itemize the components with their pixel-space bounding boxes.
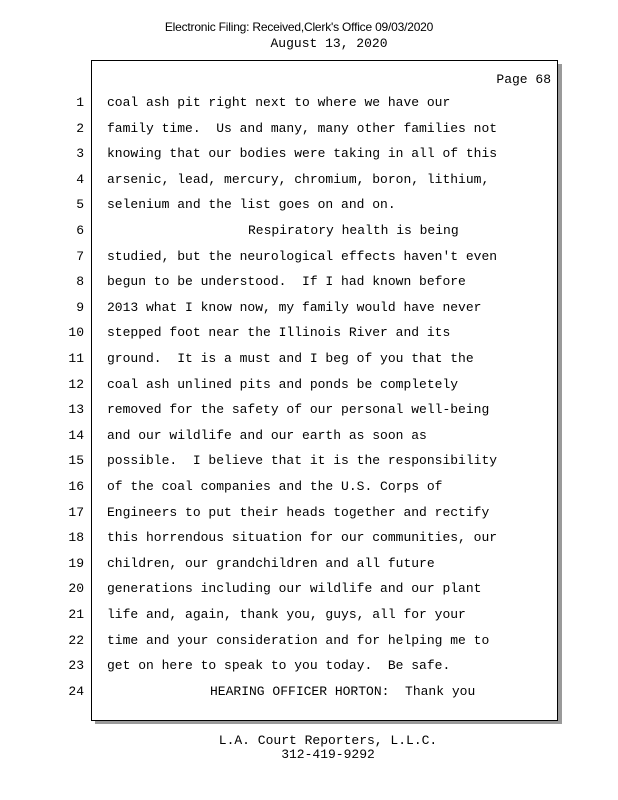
transcript-line	[0, 170, 560, 190]
line-number: 24	[68, 683, 84, 699]
transcript-line	[0, 400, 560, 420]
line-number: 14	[68, 427, 84, 443]
line-text: children, our grandchildren and all future	[107, 555, 435, 571]
court-reporter-phone: 312-419-9292	[281, 747, 375, 762]
hearing-date: August 13, 2020	[270, 36, 388, 51]
line-text: this horrendous situation for our communities, our	[107, 530, 498, 546]
line-text: HEARING OFFICER HORTON: Thank you	[210, 683, 476, 699]
transcript-line	[0, 221, 560, 241]
transcript-line	[0, 272, 560, 292]
line-number: 18	[68, 530, 84, 546]
line-text: Engineers to put their heads together and rectify	[107, 504, 490, 520]
transcript-line	[0, 119, 560, 139]
line-text: selenium and the list goes on and on.	[107, 197, 396, 213]
line-text: generations including our wildlife and our plant	[107, 581, 482, 597]
line-text: ground. It is a must and I beg of you that the	[107, 351, 474, 366]
line-text: removed for the safety of our personal well-being	[107, 402, 490, 418]
line-text: possible. I believe that it is the responsibility	[107, 453, 498, 469]
transcript-line	[0, 528, 560, 548]
line-number: 20	[68, 581, 84, 597]
line-text: Respiratory health is being	[248, 223, 459, 238]
transcript-line	[0, 631, 560, 651]
line-number: 7	[76, 248, 84, 264]
line-number: 4	[76, 171, 84, 187]
transcript-line	[0, 579, 560, 599]
line-number: 10	[68, 325, 84, 341]
line-text: of the coal companies and the U.S. Corps of	[107, 479, 443, 494]
transcript-line	[0, 298, 560, 318]
line-number: 13	[68, 402, 84, 418]
line-number: 2	[76, 120, 84, 136]
transcript-line	[0, 93, 560, 113]
line-text: knowing that our bodies were taking in all of this	[107, 146, 498, 162]
line-text: life and, again, thank you, guys, all for your	[107, 607, 466, 622]
transcript-line	[0, 144, 560, 164]
transcript-line	[0, 426, 560, 446]
line-text: 2013 what I know now, my family would have never	[107, 299, 482, 315]
line-text: coal ash unlined pits and ponds be completely	[107, 376, 459, 392]
transcript-line	[0, 451, 560, 471]
line-number: 1	[76, 95, 84, 110]
line-number: 5	[76, 197, 84, 213]
line-number: 17	[68, 504, 84, 520]
line-number: 6	[76, 223, 84, 238]
transcript-line	[0, 349, 560, 369]
line-text: stepped foot near the Illinois River and its	[107, 325, 451, 341]
line-number: 23	[68, 658, 84, 674]
line-text: begun to be understood. If I had known before	[107, 274, 466, 290]
transcript-line	[0, 605, 560, 625]
line-text: coal ash pit right next to where we have our	[107, 95, 451, 110]
line-number: 12	[68, 376, 84, 392]
line-number: 15	[68, 453, 84, 469]
line-number: 11	[68, 351, 84, 366]
line-text: arsenic, lead, mercury, chromium, boron, lithium,	[107, 171, 490, 187]
line-number: 19	[68, 555, 84, 571]
line-number: 3	[76, 146, 84, 162]
line-text: and our wildlife and our earth as soon as	[107, 427, 427, 443]
transcript-line	[0, 503, 560, 523]
transcript-line	[0, 195, 560, 215]
transcript-line	[0, 477, 560, 497]
line-text: family time. Us and many, many other families not	[107, 120, 498, 136]
line-text: get on here to speak to you today. Be safe.	[107, 658, 451, 674]
line-number: 16	[68, 479, 84, 494]
page-number: Page 68	[496, 72, 551, 87]
line-number: 22	[68, 632, 84, 648]
transcript-line	[0, 682, 560, 702]
transcript-line	[0, 656, 560, 676]
line-number: 21	[68, 607, 84, 622]
line-text: time and your consideration and for helping me to	[107, 632, 490, 648]
transcript-line	[0, 375, 560, 395]
line-number: 8	[76, 274, 84, 290]
transcript-line	[0, 247, 560, 267]
transcript-line	[0, 554, 560, 574]
court-reporter-name: L.A. Court Reporters, L.L.C.	[218, 733, 438, 748]
transcript-line	[0, 323, 560, 343]
electronic-filing-stamp: Electronic Filing: Received,Clerk's Office 09/03/2020	[164, 20, 434, 34]
line-number: 9	[76, 299, 84, 315]
line-text: studied, but the neurological effects haven't even	[107, 248, 498, 264]
